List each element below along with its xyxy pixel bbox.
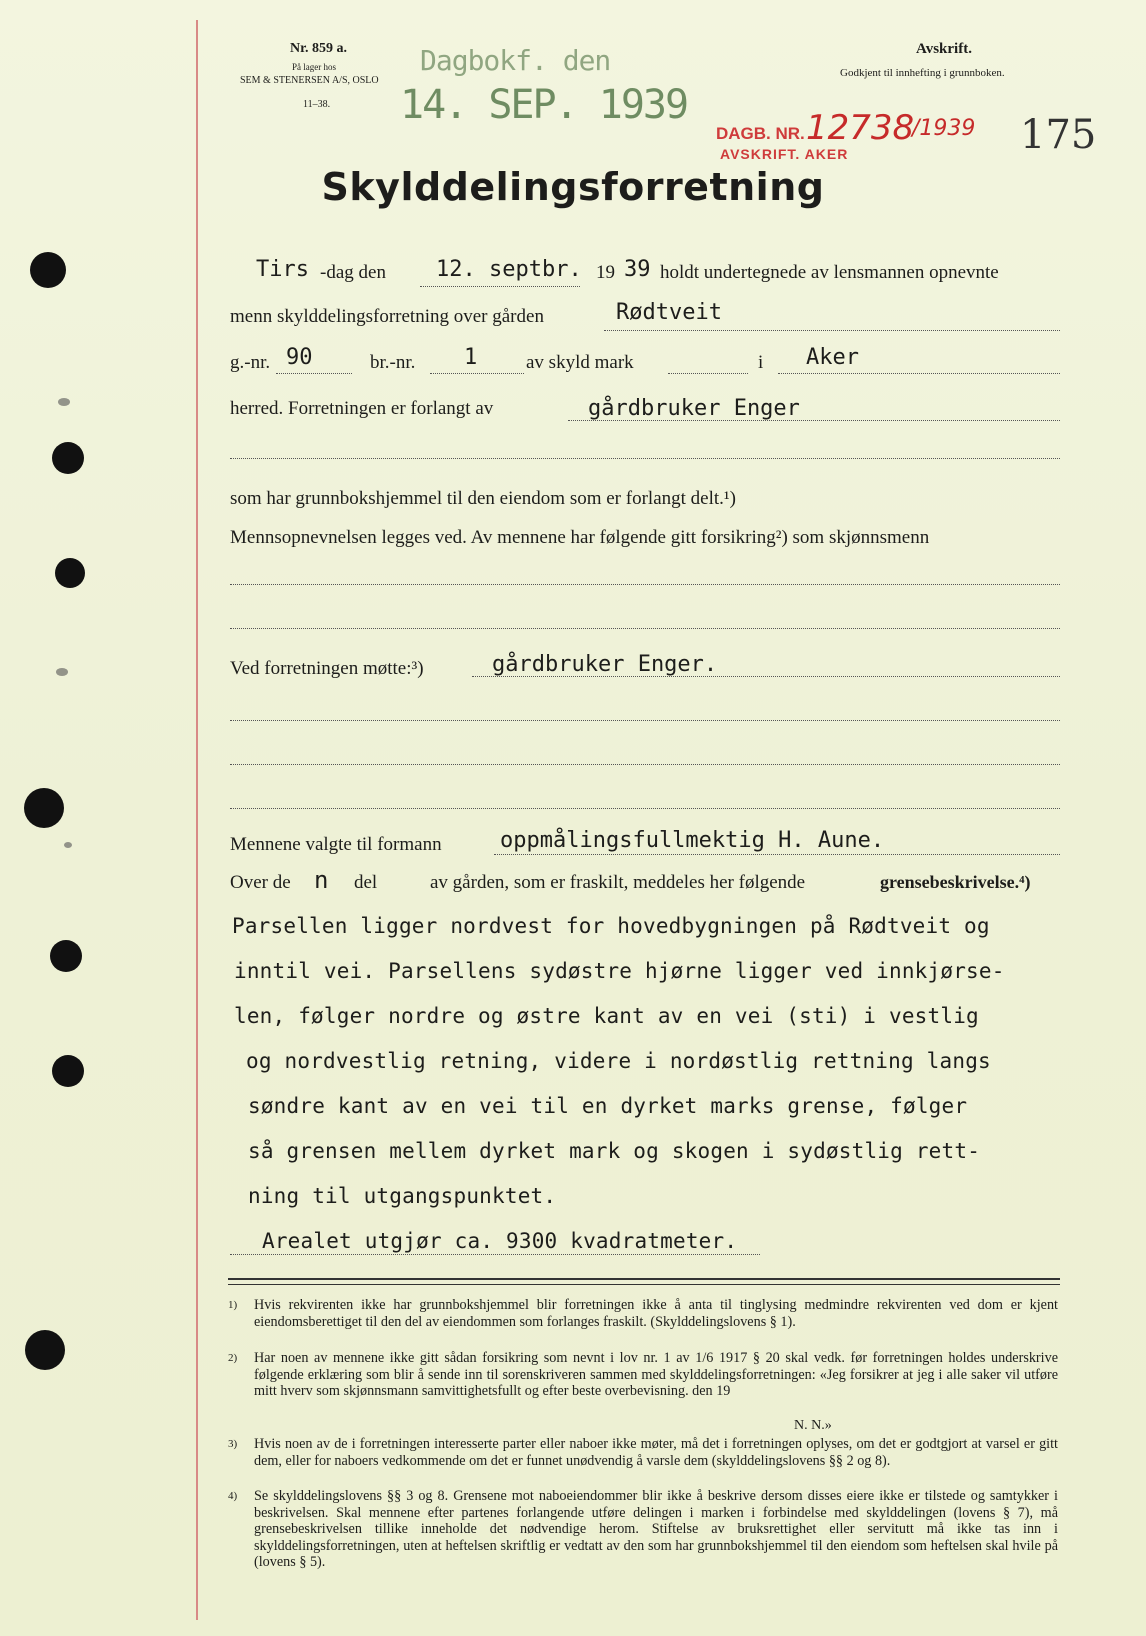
publisher-line1: På lager hos bbox=[292, 62, 336, 72]
dotted-line bbox=[230, 628, 1060, 629]
dagbok-stamp: Dagbokf. den bbox=[420, 44, 611, 77]
dotted-line bbox=[420, 286, 580, 287]
i-label: i bbox=[758, 352, 764, 373]
publisher-line2: SEM & STENERSEN A/S, OSLO bbox=[240, 75, 379, 86]
description-line: Arealet utgjør ca. 9300 kvadratmeter. bbox=[262, 1229, 738, 1253]
dotted-line bbox=[472, 676, 1060, 677]
description-line: Parsellen ligger nordvest for hovedbygningen på Rødtveit og bbox=[232, 914, 990, 938]
nn-signature: N. N.» bbox=[794, 1418, 832, 1433]
dotted-line bbox=[604, 330, 1060, 331]
gnr-value: 90 bbox=[286, 345, 313, 370]
brnr-value: 1 bbox=[464, 345, 478, 370]
dotted-line bbox=[230, 1254, 760, 1255]
dotted-line bbox=[668, 373, 748, 374]
gnr-label: g.-nr. bbox=[230, 352, 271, 373]
form-number: Nr. 859 a. bbox=[290, 41, 348, 56]
skyld-label: av skyld mark bbox=[526, 352, 634, 373]
punch-hole bbox=[52, 442, 84, 474]
date-value: 12. septbr. bbox=[436, 257, 582, 282]
line2-text: menn skylddelingsforretning over gården bbox=[230, 306, 544, 327]
punch-hole bbox=[30, 252, 66, 288]
punch-hole bbox=[55, 558, 85, 588]
dotted-line bbox=[430, 373, 524, 374]
line8-text: Mennene valgte til formann bbox=[230, 834, 442, 855]
dag-den-label: -dag den bbox=[320, 262, 386, 283]
dotted-line bbox=[568, 420, 1060, 421]
punch-hole bbox=[25, 1330, 65, 1370]
dotted-line bbox=[276, 373, 352, 374]
description-line: inntil vei. Parsellens sydøstre hjørne ligger ved innkjørse- bbox=[234, 959, 1005, 983]
year-prefix: 19 bbox=[596, 262, 615, 283]
line5-text: som har grunnbokshjemmel til den eiendom som er forlangt delt.¹) bbox=[230, 488, 736, 509]
footnote-separator bbox=[228, 1284, 1060, 1285]
punch-hole bbox=[52, 1055, 84, 1087]
line7-text: Ved forretningen møtte:³) bbox=[230, 658, 424, 679]
document-title: Skylddelingsforretning bbox=[321, 165, 825, 209]
punch-hole bbox=[50, 940, 82, 972]
dagb-year-handwritten: /1939 bbox=[912, 116, 976, 141]
edition: 11–38. bbox=[303, 99, 331, 110]
footnote-number: 1) bbox=[228, 1299, 238, 1311]
smudge bbox=[64, 842, 72, 848]
brnr-label: br.-nr. bbox=[370, 352, 416, 373]
chairman-value: oppmålingsfullmektig H. Aune. bbox=[500, 828, 885, 853]
dotted-line bbox=[230, 584, 1060, 585]
footnote-1 bbox=[228, 1297, 1058, 1330]
part-value: n bbox=[314, 866, 329, 894]
footnote-2 bbox=[228, 1350, 1058, 1400]
dagb-nr-stamp: DAGB. NR. bbox=[716, 124, 805, 143]
line9-rest: av gården, som er fraskilt, meddeles her følgende bbox=[430, 872, 806, 893]
grensebeskrivelse-label: grensebeskrivelse.⁴) bbox=[880, 872, 1031, 892]
description-line: len, følger nordre og østre kant av en vei (sti) i vestlig bbox=[234, 1004, 979, 1028]
dagbok-date-stamp: 14. SEP. 1939 bbox=[400, 82, 688, 128]
description-line: så grensen mellem dyrket mark og skogen i sydøstlig rett- bbox=[248, 1139, 981, 1163]
del-label: del bbox=[354, 872, 378, 893]
dotted-line bbox=[230, 720, 1060, 721]
footnote-text: Har noen av mennene ikke gitt sådan forsikring som nevnt i lov nr. 1 av 1/6 1917 § 20 skal vedk. før forretningen holdes underskrive følgende erklæring som blir å sende inn til sorenskriveren sammen med skylddelingsforretningen: «Jeg forsikrer at jeg i alle saker vil utføre mitt hverv som skjønnsmann samvittighetsfullt og efter beste overbevisning. den 19 bbox=[254, 1350, 1058, 1399]
description-line: søndre kant av en vei til en dyrket marks grense, følger bbox=[248, 1094, 968, 1118]
line6-text: Mennsopnevnelsen legges ved. Av mennene har følgende gitt forsikring²) som skjønnsmenn bbox=[230, 527, 930, 548]
line1-rest: holdt undertegnede av lensmannen opnevnte bbox=[660, 262, 999, 283]
line4-text: herred. Forretningen er forlangt av bbox=[230, 398, 494, 419]
footnote-3 bbox=[228, 1436, 1058, 1469]
footnote-text: Hvis rekvirenten ikke har grunnbokshjemmel blir forretningen ikke å anta til tinglysing medmindre rekvirenten ved dom er kjent eiendomsberettiget til den del av eiendommen som forlanges fraskilt. (Skylddelingslovens § 1). bbox=[254, 1297, 1058, 1330]
dotted-line bbox=[230, 808, 1060, 809]
footnote-text: Se skylddelingslovens §§ 3 og 8. Grensene mot naboeiendommer blir ikke å beskrive dersom disses eiere ikke er tilstede og samtykker i beskrivelsen. Skal mennene efter partenes forlangende utføre delingen i marken i forbindelse med skylddelingen (lovens § 7), må grensebeskrivelsen tillike inneholde det nødvendige herom. Stiftelse av bruksrettighet eller servitutt må ikke tas inn i skylddelingsforretningen, uten at heftelsen skriftlig er vedtatt av den som har grunnbokshjemmel til den eiendom som heftelsen skal hvile på (lovens § 5). bbox=[254, 1488, 1058, 1570]
dotted-line bbox=[230, 458, 1060, 459]
place-value: Aker bbox=[806, 345, 859, 370]
footnote-number: 4) bbox=[228, 1490, 238, 1502]
footnote-text: Hvis noen av de i forretningen interesserte parter eller naboer ikke møter, må det i forretningen oplyses, om det er godtgjort at varsel er gitt dem, eller for naboers vedkommende om det er funnet unødvendig å varsle dem (skylddelingslovens §§ 2 og 8). bbox=[254, 1436, 1058, 1469]
footnote-4 bbox=[228, 1488, 1058, 1571]
farm-value: Rødtveit bbox=[616, 300, 722, 325]
description-line: ning til utgangspunktet. bbox=[248, 1184, 557, 1208]
footnote-separator bbox=[228, 1278, 1060, 1280]
dotted-line bbox=[494, 854, 1060, 855]
smudge bbox=[58, 398, 70, 406]
avskrift-aker-stamp: AVSKRIFT. AKER bbox=[720, 146, 849, 162]
godkjent-text: Godkjent til innhefting i grunnboken. bbox=[840, 67, 1005, 79]
footnote-number: 3) bbox=[228, 1438, 238, 1450]
requester-value: gårdbruker Enger bbox=[588, 396, 800, 421]
smudge bbox=[56, 668, 68, 676]
margin-line bbox=[196, 20, 198, 1620]
dotted-line bbox=[778, 373, 1060, 374]
over-de-label: Over de bbox=[230, 872, 291, 893]
punch-hole bbox=[24, 788, 64, 828]
attendee-value: gårdbruker Enger. bbox=[492, 652, 718, 677]
weekday-value: Tirs bbox=[256, 257, 309, 282]
dagb-nr-handwritten: 12738 bbox=[806, 108, 915, 148]
year-value: 39 bbox=[624, 257, 651, 282]
dotted-line bbox=[230, 764, 1060, 765]
page-number: 175 bbox=[1020, 112, 1097, 158]
description-line: og nordvestlig retning, videre i nordøstlig rettning langs bbox=[246, 1049, 991, 1073]
avskrift-label: Avskrift. bbox=[916, 41, 972, 57]
footnote-number: 2) bbox=[228, 1352, 238, 1364]
